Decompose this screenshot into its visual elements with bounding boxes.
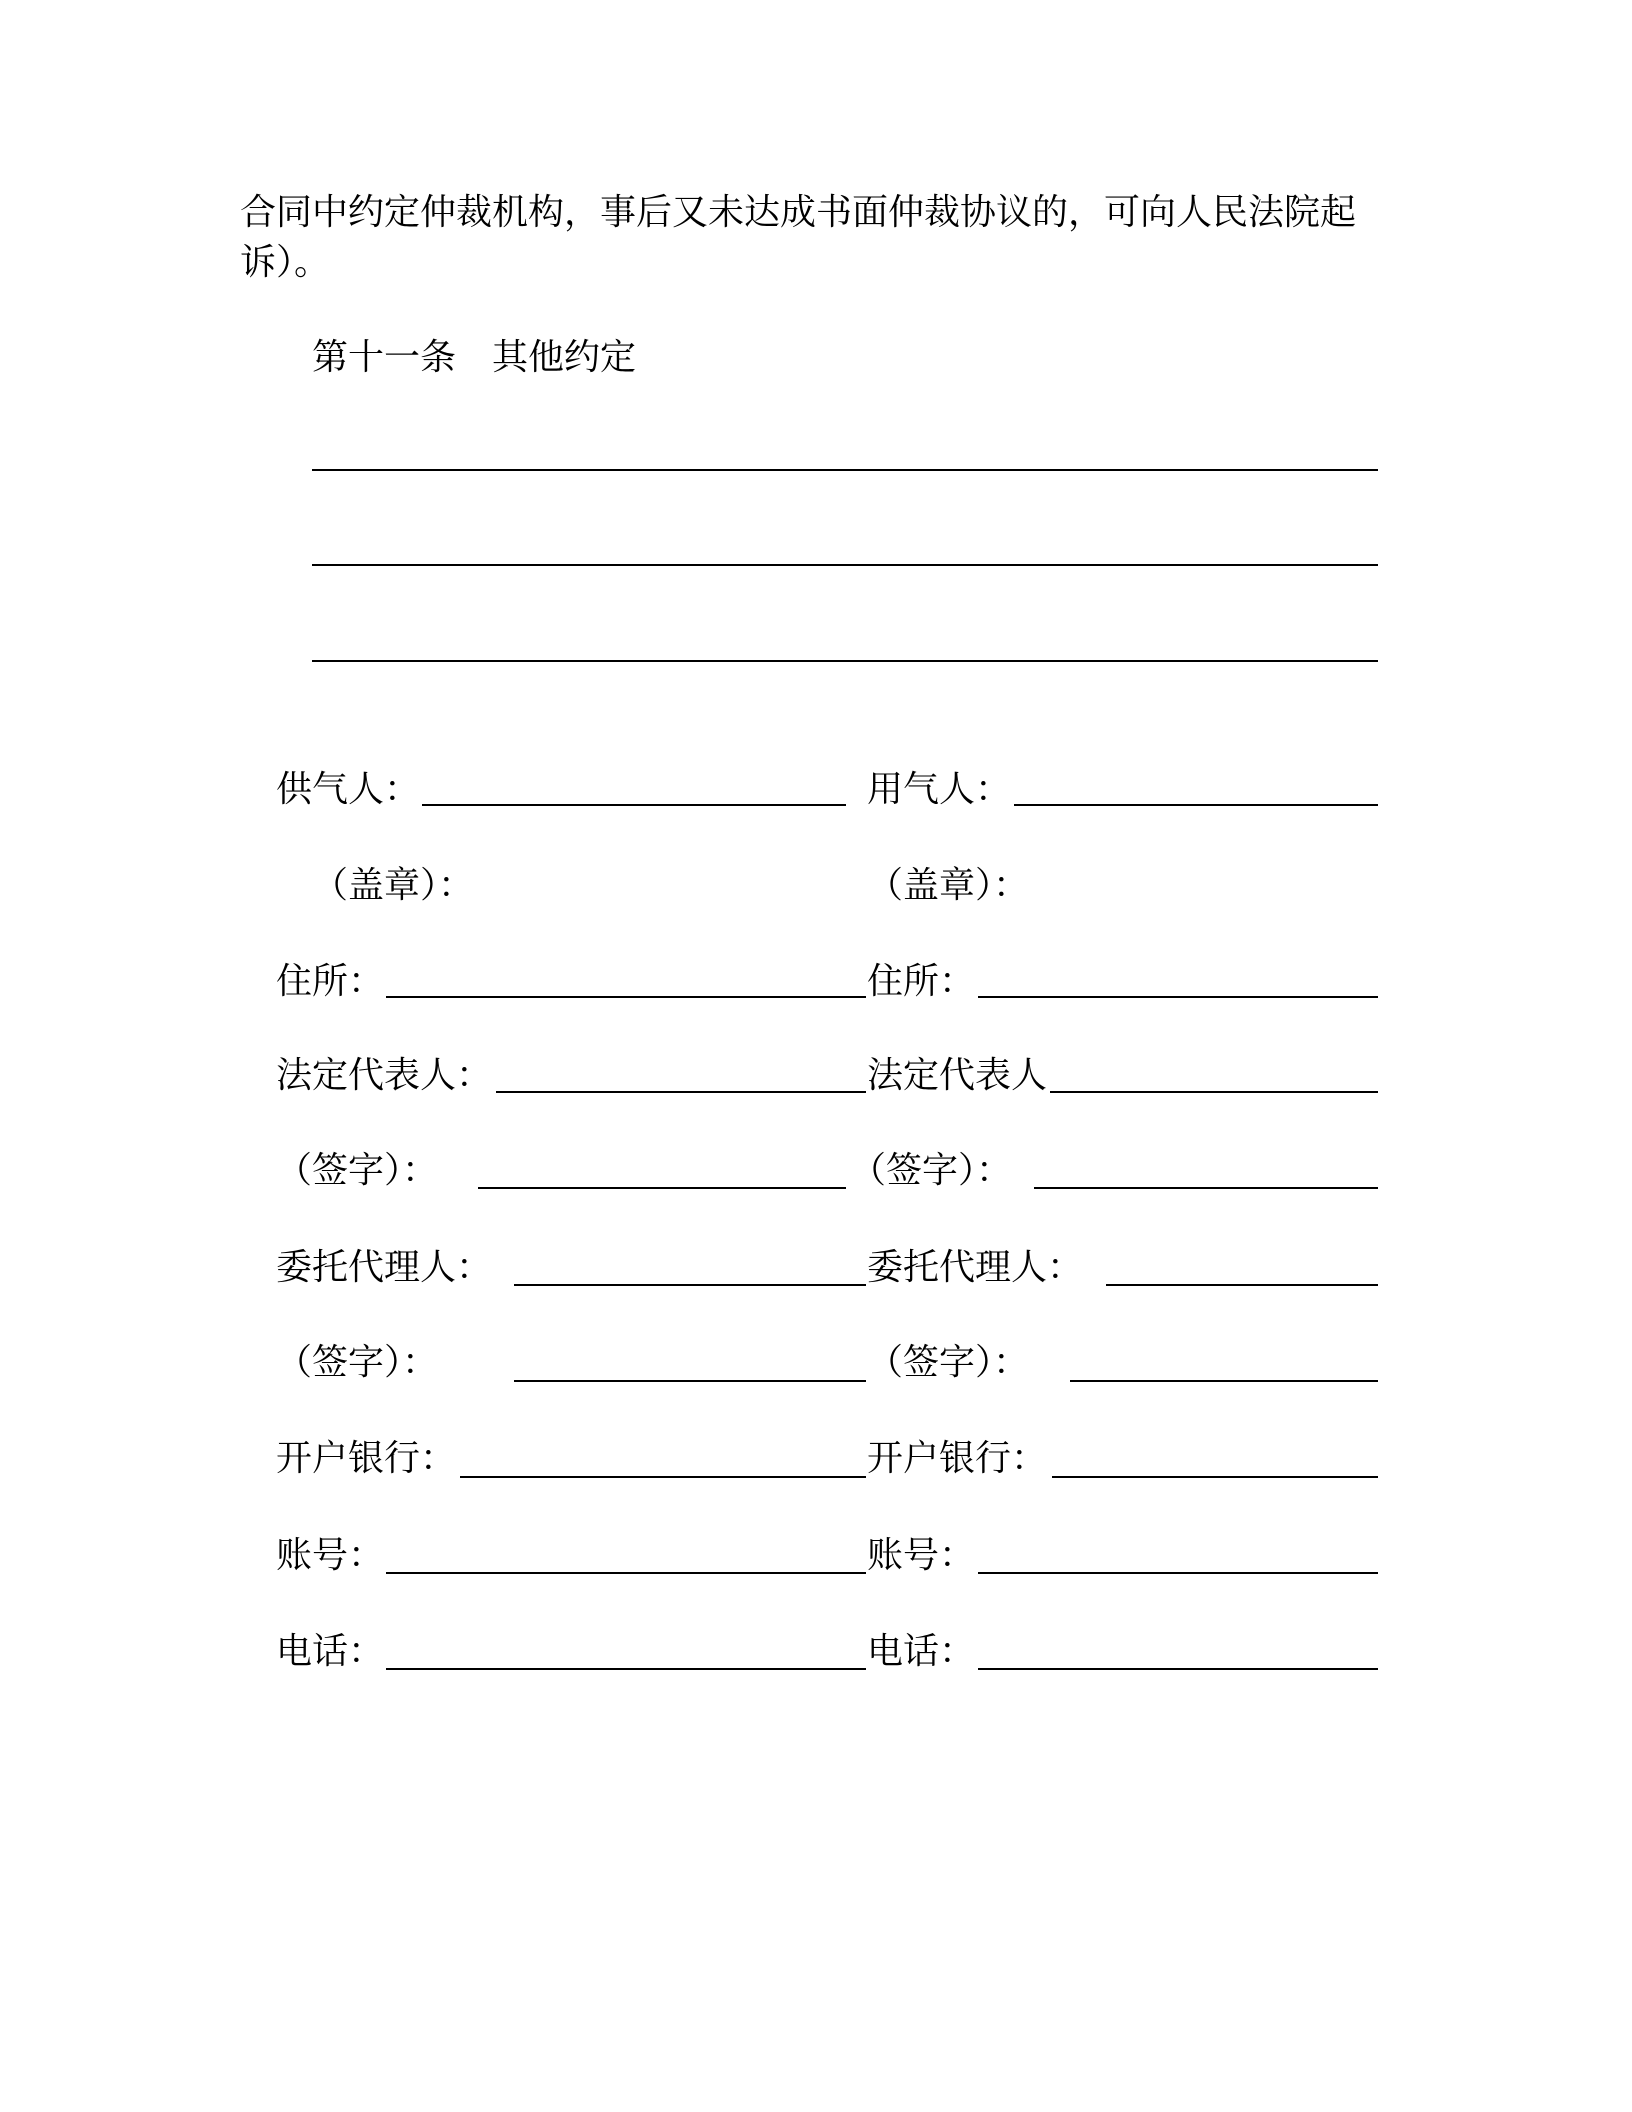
- user-field[interactable]: [1014, 804, 1378, 806]
- user-account-label: 账号：: [867, 1535, 976, 1576]
- supplier-account-label: 账号：: [276, 1535, 385, 1576]
- user-bank-field[interactable]: [1052, 1476, 1378, 1478]
- user-legal-rep-field[interactable]: [1050, 1091, 1378, 1093]
- supplier-sign-field-1[interactable]: [478, 1187, 846, 1189]
- supplier-agent-field[interactable]: [514, 1284, 866, 1286]
- supplier-sign-label-2: （签字）：: [276, 1342, 439, 1383]
- user-sign-field-1[interactable]: [1034, 1187, 1378, 1189]
- other-agreement-line-1[interactable]: [312, 469, 1378, 471]
- supplier-seal-label: （盖章）：: [312, 865, 475, 906]
- user-sign-label-1: （签字）：: [850, 1150, 1013, 1191]
- supplier-label: 供气人：: [276, 769, 421, 810]
- supplier-sign-label-1: （签字）：: [276, 1150, 439, 1191]
- supplier-address-field[interactable]: [386, 996, 866, 998]
- supplier-address-label: 住所：: [276, 961, 385, 1002]
- paragraph-line-2: 诉）。: [240, 242, 331, 283]
- user-legal-rep-label: 法定代表人: [867, 1055, 1048, 1096]
- supplier-legal-rep-field[interactable]: [496, 1091, 866, 1093]
- supplier-bank-field[interactable]: [460, 1476, 866, 1478]
- article-title: 第十一条 其他约定: [312, 337, 637, 378]
- supplier-agent-label: 委托代理人：: [276, 1247, 493, 1288]
- user-agent-label: 委托代理人：: [867, 1247, 1084, 1288]
- supplier-bank-label: 开户银行：: [276, 1438, 457, 1479]
- supplier-phone-label: 电话：: [276, 1631, 385, 1672]
- other-agreement-line-2[interactable]: [312, 564, 1378, 566]
- user-account-field[interactable]: [978, 1572, 1378, 1574]
- user-bank-label: 开户银行：: [867, 1438, 1048, 1479]
- user-phone-field[interactable]: [978, 1668, 1378, 1670]
- supplier-account-field[interactable]: [386, 1572, 866, 1574]
- supplier-phone-field[interactable]: [386, 1668, 866, 1670]
- user-sign-label-2: （签字）：: [867, 1342, 1030, 1383]
- user-address-field[interactable]: [978, 996, 1378, 998]
- paragraph-line-1: 合同中约定仲裁机构，事后又未达成书面仲裁协议的，可向人民法院起: [240, 192, 1357, 233]
- user-agent-field[interactable]: [1106, 1284, 1378, 1286]
- supplier-sign-field-2[interactable]: [514, 1380, 866, 1382]
- user-label: 用气人：: [867, 769, 1012, 810]
- user-sign-field-2[interactable]: [1070, 1380, 1378, 1382]
- user-phone-label: 电话：: [867, 1631, 976, 1672]
- user-address-label: 住所：: [867, 961, 976, 1002]
- supplier-legal-rep-label: 法定代表人：: [276, 1055, 493, 1096]
- user-seal-label: （盖章）：: [867, 865, 1030, 906]
- other-agreement-line-3[interactable]: [312, 660, 1378, 662]
- supplier-field[interactable]: [422, 804, 846, 806]
